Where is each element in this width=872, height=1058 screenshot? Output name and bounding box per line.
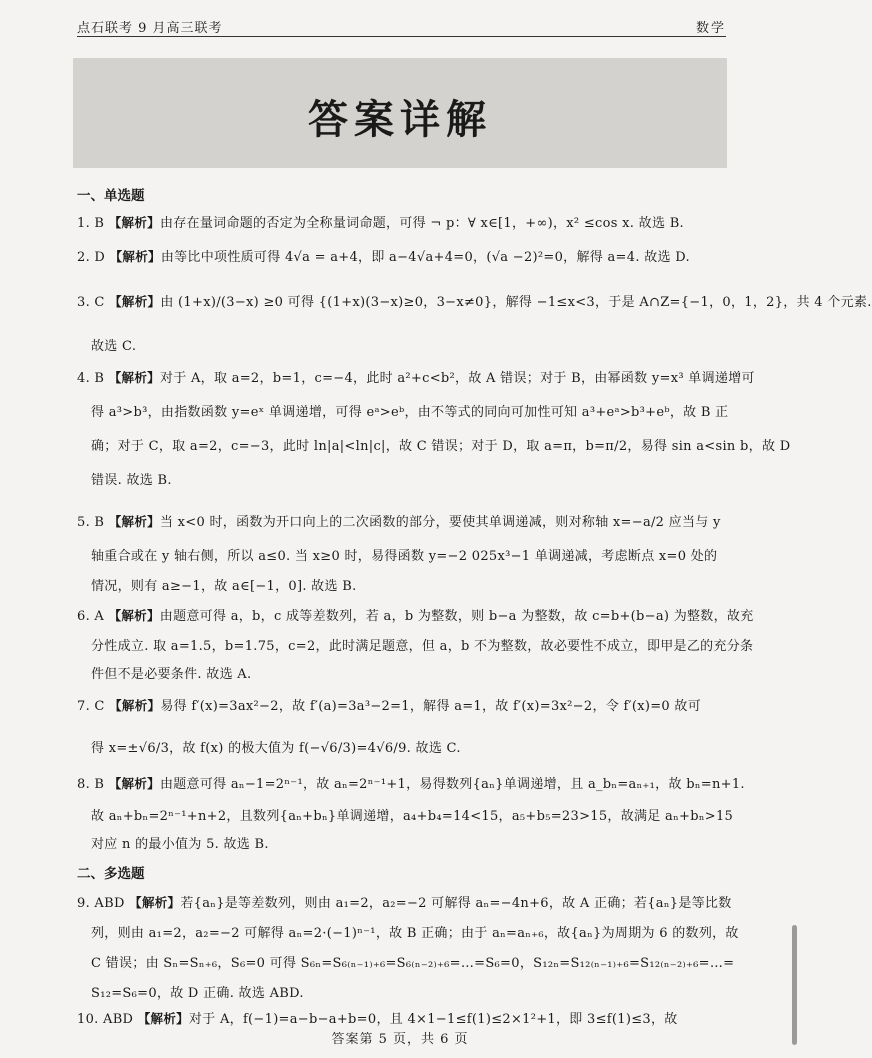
q9-line-2: 列，则由 a₁=2，a₂=−2 可解得 aₙ=2·(−1)ⁿ⁻¹，故 B 正确；由于 aₙ=aₙ₊₆，故{aₙ}为周期为 6 的数列，故 xyxy=(91,926,739,941)
q3-line: 3. C 【解析】由 (1+x)/(3−x) ≥0 可得 {(1+x)(3−x)≥0，3−x≠0}，解得 −1≤x<3，于是 A∩Z={−1，0，1，2}，共 4 个元素. xyxy=(77,294,872,310)
q2-answer: 2. D xyxy=(77,250,106,265)
analysis-tag: 【解析】 xyxy=(109,249,161,264)
scrollbar-thumb[interactable] xyxy=(792,925,797,1045)
q9-line-3: C 错误；由 Sₙ=Sₙ₊₆，S₆=0 可得 S₆ₙ=S₆₍ₙ₋₁₎₊₆=S₆₍ₙ₋₂₎₊₆=…=S₆=0，S₁₂ₙ=S₁₂₍ₙ₋₁₎₊₆=S₁₂₍ₙ₋₂₎₊₆=…= xyxy=(91,956,735,971)
header-subject: 数学 xyxy=(695,21,726,36)
page-footer: 答案第 5 页，共 6 页 xyxy=(331,1032,469,1047)
q1-line: 1. B 【解析】由存在量词命题的否定为全称量词命题，可得 ¬ p：∀ x∈[1，+∞)，x² ≤cos x. 故选 B. xyxy=(77,215,684,231)
section-heading-multi: 二、多选题 xyxy=(77,866,145,882)
q3-answer: 3. C xyxy=(77,295,105,310)
q8-line-3: 对应 n 的最小值为 5. 故选 B. xyxy=(91,837,269,852)
header-exam-name: 点石联考 9 月高三联考 xyxy=(77,21,223,36)
analysis-tag: 【解析】 xyxy=(109,294,161,309)
q1-answer: 1. B xyxy=(77,216,105,231)
q9-line-4: S₁₂=S₆=0，故 D 正确. 故选 ABD. xyxy=(91,986,304,1001)
q6-line-3: 件但不是必要条件. 故选 A. xyxy=(91,667,252,682)
q5-answer: 5. B xyxy=(77,515,105,530)
analysis-tag: 【解析】 xyxy=(137,1011,189,1026)
q5-line-3: 情况，则有 a≥−1，故 a∈[−1，0]. 故选 B. xyxy=(91,579,357,594)
analysis-tag: 【解析】 xyxy=(108,215,160,230)
q8-line-2: 故 aₙ+bₙ=2ⁿ⁻¹+n+2，且数列{aₙ+bₙ}单调递增，a₄+b₄=14<15，a₅+b₅=23>15，故满足 aₙ+bₙ>15 xyxy=(91,809,734,824)
q5-line-2: 轴重合或在 y 轴右侧，所以 a≤0. 当 x≥0 时，易得函数 y=−2 025x³−1 单调递减，考虑断点 x=0 处的 xyxy=(91,549,718,564)
q4-line-3: 确；对于 C，取 a=2，c=−3，此时 ln|a|<ln|c|，故 C 错误；对于 D，取 a=π，b=π/2，易得 sin a<sin b，故 D xyxy=(91,439,791,454)
analysis-tag: 【解析】 xyxy=(129,895,181,910)
q7-line-2: 得 x=±√6/3，故 f(x) 的极大值为 f(−√6/3)=4√6/9. 故选 C. xyxy=(91,741,461,756)
q6-answer: 6. A xyxy=(77,609,105,624)
q4-line-4: 错误. 故选 B. xyxy=(91,473,172,488)
q4-line-2: 得 a³>b³，由指数函数 y=eˣ 单调递增，可得 eᵃ>eᵇ，由不等式的同向可加性可知 a³+eᵃ>b³+eᵇ，故 B 正 xyxy=(91,405,729,420)
title-banner xyxy=(73,58,727,168)
q4-answer: 4. B xyxy=(77,371,105,386)
analysis-tag: 【解析】 xyxy=(108,370,160,385)
q9-answer: 9. ABD xyxy=(77,896,125,911)
analysis-tag: 【解析】 xyxy=(108,514,160,529)
q10-answer: 10. ABD xyxy=(77,1012,134,1027)
q6-line-2: 分性成立. 取 a=1.5，b=1.75，c=2，此时满足题意，但 a，b 不为整数，故必要性不成立，即甲是乙的充分条 xyxy=(91,639,754,654)
q7-answer: 7. C xyxy=(77,699,105,714)
page-header xyxy=(77,14,726,37)
q8-answer: 8. B xyxy=(77,777,105,792)
q9-line: 9. ABD 【解析】若{aₙ}是等差数列，则由 a₁=2，a₂=−2 可解得 aₙ=−4n+6，故 A 正确；若{aₙ}是等比数 xyxy=(77,895,732,911)
q6-line: 6. A 【解析】由题意可得 a，b，c 成等差数列，若 a，b 为整数，则 b−a 为整数，故 c=b+(b−a) 为整数，故充 xyxy=(77,608,754,624)
q3-line-2: 故选 C. xyxy=(91,339,137,354)
analysis-tag: 【解析】 xyxy=(108,776,160,791)
q4-line: 4. B 【解析】对于 A，取 a=2，b=1，c=−4，此时 a²+c<b²，故 A 错误；对于 B，由幂函数 y=x³ 单调递增可 xyxy=(77,370,755,386)
q7-line: 7. C 【解析】易得 f′(x)=3ax²−2，故 f′(a)=3a³−2=1，解得 a=1，故 f′(x)=3x²−2，令 f′(x)=0 故可 xyxy=(77,698,702,714)
q5-line: 5. B 【解析】当 x<0 时，函数为开口向上的二次函数的部分，要使其单调递减，则对称轴 x=−a/2 应当与 y xyxy=(77,514,721,530)
page-title: 答案详解 xyxy=(308,97,492,143)
analysis-tag: 【解析】 xyxy=(108,608,160,623)
q10-line: 10. ABD 【解析】对于 A，f(−1)=a−b−a+b=0，且 4×1−1≤f(1)≤2×1²+1，即 3≤f(1)≤3，故 xyxy=(77,1011,678,1027)
q2-line: 2. D 【解析】由等比中项性质可得 4√a = a+4，即 a−4√a+4=0，(√a −2)²=0，解得 a=4. 故选 D. xyxy=(77,249,690,265)
analysis-tag: 【解析】 xyxy=(109,698,161,713)
q8-line: 8. B 【解析】由题意可得 aₙ−1=2ⁿ⁻¹，故 aₙ=2ⁿ⁻¹+1，易得数列{aₙ}单调递增，且 a_bₙ=aₙ₊₁，故 bₙ=n+1. xyxy=(77,776,745,792)
section-heading-single: 一、单选题 xyxy=(77,188,145,204)
